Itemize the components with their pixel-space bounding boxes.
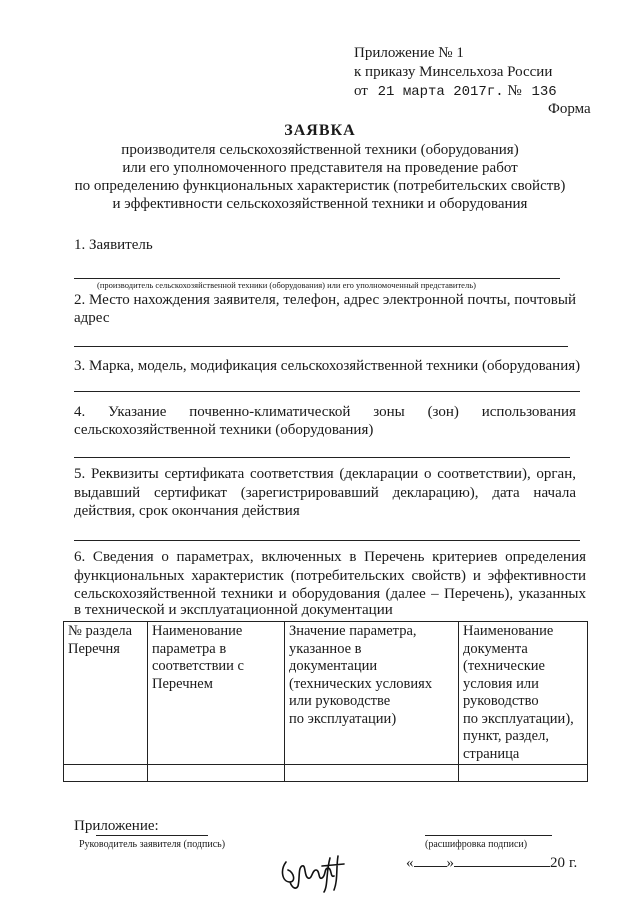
- day-blank[interactable]: [414, 855, 447, 867]
- date-field: [406, 855, 577, 872]
- subtitle-line-3: по определению функциональных характеристик (потребительских свойств): [74, 178, 566, 194]
- year-suffix: г.: [569, 855, 578, 871]
- location-field-line[interactable]: [74, 346, 568, 347]
- order-date-line: [354, 83, 557, 101]
- section-4-line-1: [74, 404, 576, 421]
- table-cell[interactable]: [459, 765, 588, 782]
- subtitle-line-4: и эффективности сельскохозяйственной техники и оборудования: [112, 196, 528, 212]
- date-value: 21 марта 2017г.: [377, 84, 504, 100]
- s4-word-5: (зон): [427, 404, 459, 420]
- section-2-line-2: адрес: [74, 310, 110, 326]
- year-prefix: 20: [550, 855, 565, 871]
- head-signature-caption: Руководитель заявителя (подпись): [79, 839, 226, 850]
- table-cell[interactable]: [148, 765, 285, 782]
- section-5-line-3: действия, срок окончания действия: [74, 503, 300, 519]
- certificate-field-line[interactable]: [74, 540, 580, 541]
- document-title: ЗАЯВКА: [284, 122, 356, 139]
- signature-line[interactable]: [96, 835, 208, 836]
- applicant-caption: (производитель сельскохозяйственной техники (оборудования) или его уполномоченный представитель): [97, 280, 476, 290]
- section-4-line-2: сельскохозяйственной техники (оборудования): [74, 422, 374, 438]
- zone-field-line[interactable]: [74, 457, 570, 458]
- section-5-line-1: 5. Реквизиты сертификата соответствия (декларации о соответствии), орган,: [74, 466, 576, 482]
- table-cell[interactable]: [64, 765, 148, 782]
- col-header-parameter-value: Значение параметра, указанное в документации (технических условиях или руководстве по эксплуатации): [285, 622, 459, 765]
- table-row: [64, 765, 588, 782]
- handwritten-signature: [278, 848, 348, 894]
- col-header-parameter-name: Наименование параметра в соответствии с Перечнем: [148, 622, 285, 765]
- order-reference: к приказу Минсельхоза России: [354, 64, 553, 80]
- model-field-line[interactable]: [74, 391, 580, 392]
- s4-word-4: зоны: [373, 404, 405, 420]
- section-6-line-4: в технической и эксплуатационной документации: [74, 602, 393, 618]
- date-open-quote: «: [406, 855, 414, 871]
- parameters-table: [63, 621, 588, 782]
- section-3-label: 3. Марка, модель, модификация сельскохозяйственной техники (оборудования): [74, 358, 581, 374]
- applicant-field-line[interactable]: [74, 278, 560, 279]
- date-close-quote: »: [446, 855, 454, 871]
- section-1-label: 1. Заявитель: [74, 237, 153, 253]
- section-2-line-1: 2. Место нахождения заявителя, телефон, адрес электронной почты, почтовый: [74, 292, 576, 308]
- month-blank[interactable]: [454, 855, 550, 867]
- number-sign: №: [507, 83, 522, 99]
- number-value: 136: [531, 84, 557, 100]
- section-6-line-2: функциональных характеристик (потребительских свойств) и эффективности: [74, 568, 586, 584]
- s4-word-1: 4.: [74, 404, 86, 420]
- s4-word-2: Указание: [108, 404, 167, 420]
- subtitle-line-2: или его уполномоченного представителя на проведение работ: [122, 160, 518, 176]
- form-label: Форма: [548, 101, 591, 117]
- date-prefix: от: [354, 83, 368, 99]
- section-6-line-3: сельскохозяйственной техники и оборудования (далее – Перечень), указанных: [74, 586, 586, 602]
- s4-word-6: использования: [481, 404, 576, 420]
- s4-word-3: почвенно-климатической: [189, 404, 351, 420]
- section-5-line-2: выдавший сертификат (зарегистрировавший декларацию), дата начала: [74, 485, 576, 501]
- decoding-line[interactable]: [425, 835, 552, 836]
- section-6-line-1: 6. Сведения о параметрах, включенных в Перечень критериев определения: [74, 549, 586, 565]
- table-cell[interactable]: [285, 765, 459, 782]
- subtitle-line-1: производителя сельскохозяйственной техники (оборудования): [121, 142, 519, 158]
- table-header-row: [64, 622, 588, 765]
- decoding-caption: (расшифровка подписи): [425, 839, 528, 850]
- attachment-label: Приложение:: [74, 818, 159, 834]
- col-header-section-number: № раздела Перечня: [64, 622, 148, 765]
- appendix-label: Приложение № 1: [354, 45, 464, 61]
- col-header-document-name: Наименование документа (технические условия или руководство по эксплуатации), пункт, раздел, страница: [459, 622, 588, 765]
